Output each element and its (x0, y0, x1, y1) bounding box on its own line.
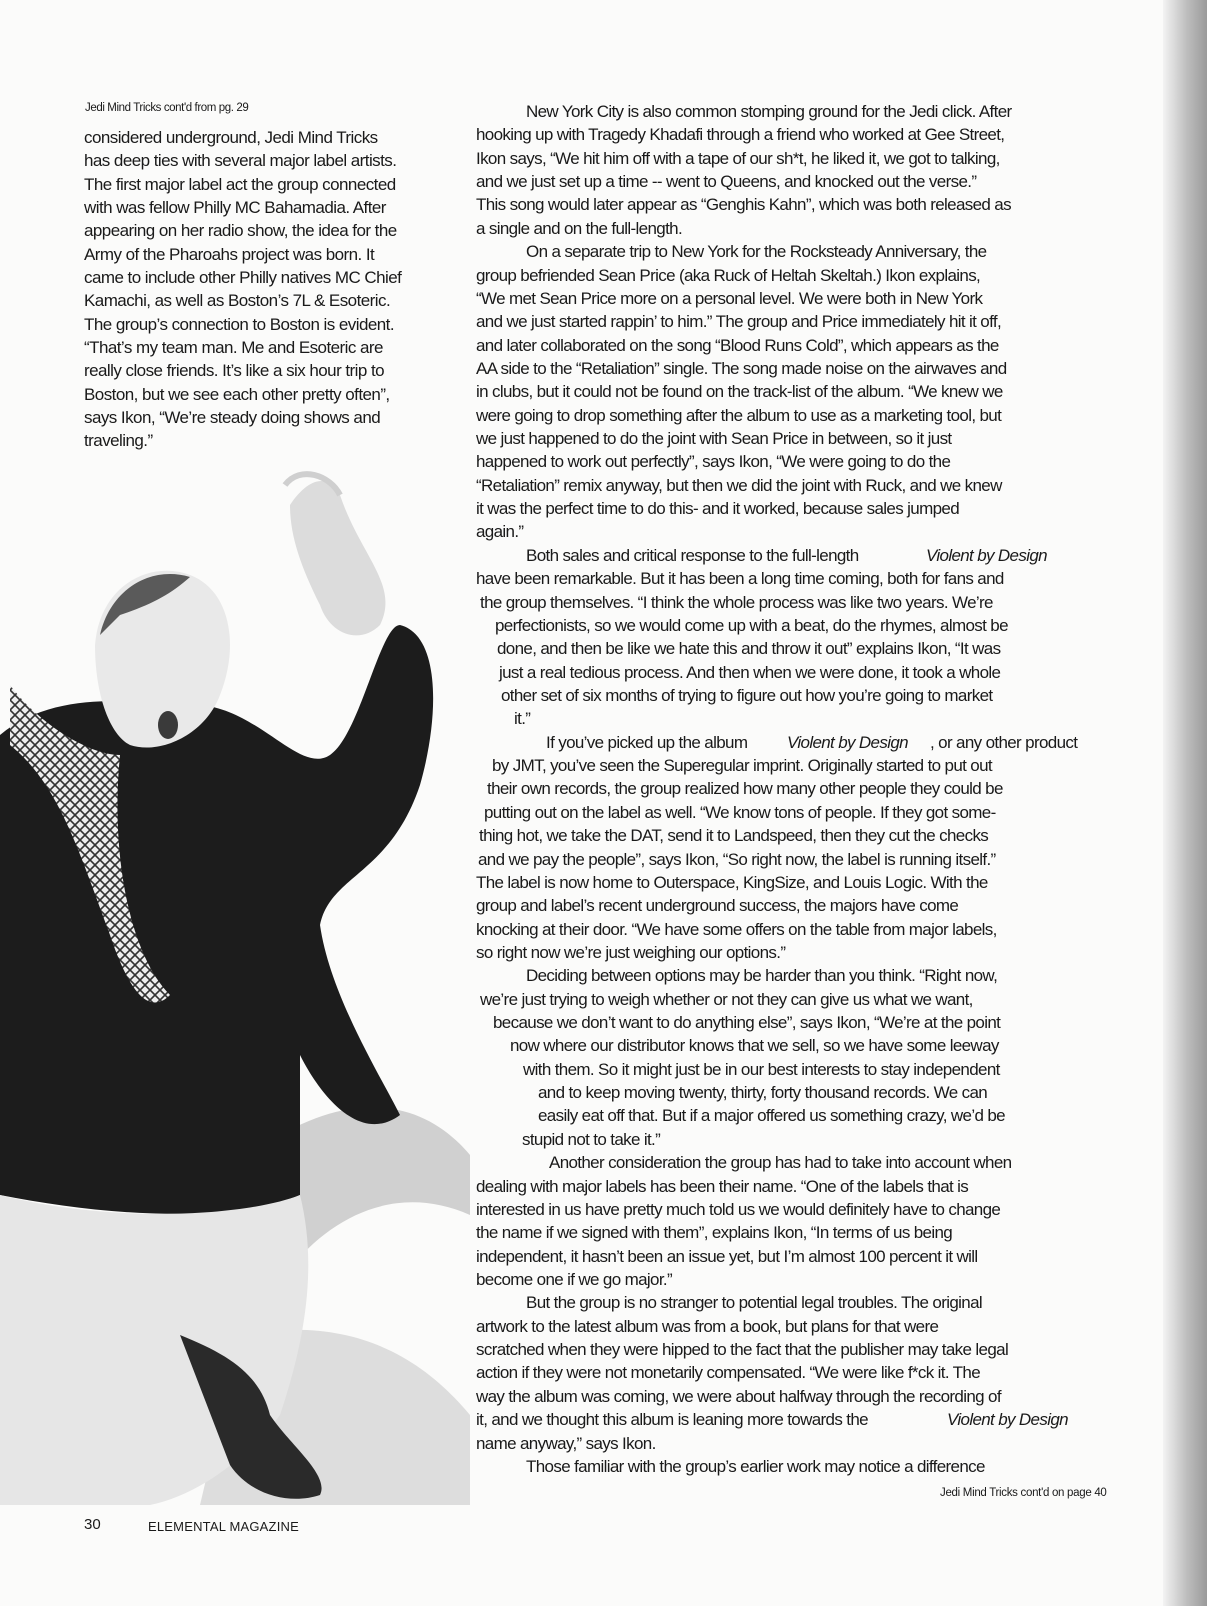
text-line: with was fellow Philly MC Bahamadia. After (84, 198, 386, 218)
text-line: “That’s my team man. Me and Esoteric are (84, 338, 383, 358)
text-line: On a separate trip to New York for the Rocksteady Anniversary, the (526, 242, 987, 262)
left-column-text (84, 126, 444, 453)
text-line: traveling.” (84, 431, 153, 451)
text-line: New York City is also common stomping ground for the Jedi click. After (526, 102, 1012, 121)
text-line: so right now we’re just weighing our options.” (476, 942, 786, 962)
text-line: interested in us have pretty much told us we would definitely have to change (476, 1199, 1001, 1219)
text-line: and later collaborated on the song “Blood Runs Cold”, which appears as the (476, 335, 999, 355)
text-line: done, and then be like we hate this and throw it out” explains Ikon, “It was (497, 639, 1001, 659)
text-line: the group themselves. “I think the whole process was like two years. We’re (480, 592, 993, 612)
text-line: easily eat off that. But if a major offered us something crazy, we’d be (538, 1106, 1005, 1126)
text-line: thing hot, we take the DAT, send it to Landspeed, then they cut the checks (479, 826, 989, 846)
text-line: have been remarkable. But it has been a long time coming, both for fans and (476, 569, 1004, 589)
text-line: name anyway,” says Ikon. (476, 1433, 656, 1453)
page-edge-shadow (1163, 0, 1207, 1606)
text-line: This song would later appear as “Genghis Kahn”, which was both released as (476, 195, 1011, 215)
continued-on-label: Jedi Mind Tricks cont'd on page 40 (940, 1487, 1107, 1499)
continued-from-label: Jedi Mind Tricks cont'd from pg. 29 (85, 102, 249, 114)
text-line: independent, it hasn’t been an issue yet, but I’m almost 100 percent it will (476, 1246, 978, 1266)
text-line: scratched when they were hipped to the fact that the publisher may take legal (476, 1340, 1009, 1360)
text-line: came to include other Philly natives MC Chief (84, 268, 402, 288)
text-line: by JMT, you’ve seen the Superegular imprint. Originally started to put out (492, 756, 992, 776)
text-line: and we pay the people”, says Ikon, “So right now, the label is running itself.” (478, 849, 996, 869)
text-line: hooking up with Tragedy Khadafi through a friend who worked at Gee Street, (476, 125, 1005, 145)
artist-photo (0, 455, 480, 1505)
text-line: Both sales and critical response to the full-length (526, 545, 859, 565)
text-line: happened to work out perfectly”, says Ikon, “We were going to do the (476, 452, 951, 472)
text-line: and we just started rappin’ to him.” The group and Price immediately hit it off, (476, 312, 1002, 332)
text-line: it was the perfect time to do this- and it worked, because sales jumped (476, 499, 960, 519)
text-line: Deciding between options may be harder than you think. “Right now, (526, 966, 998, 986)
text-line: Those familiar with the group’s earlier work may notice a difference (526, 1456, 985, 1476)
text-line: considered underground, Jedi Mind Tricks (84, 128, 378, 147)
text-line: stupid not to take it.” (522, 1129, 661, 1149)
text-line: action if they were not monetarily compensated. “We were like f*ck it. The (476, 1363, 981, 1383)
text-line: has deep ties with several major label artists. (84, 151, 397, 171)
text-line: become one if we go major.” (476, 1270, 673, 1289)
text-line: other set of six months of trying to figure out how you’re going to market (501, 686, 993, 705)
text-line: a single and on the full-length. (476, 218, 683, 238)
text-line: says Ikon, “We’re steady doing shows and (84, 408, 381, 428)
text-line: dealing with major labels has been their name. “One of the labels that is (476, 1176, 969, 1196)
text-line: we’re just trying to weigh whether or not they can give us what we want, (480, 989, 973, 1009)
album-title: Violent by Design (947, 1410, 1068, 1430)
text-line: we just happened to do the joint with Sean Price in between, so it just (476, 429, 952, 449)
text-line: Another consideration the group has had to take into account when (549, 1153, 1012, 1173)
text-line: “Retaliation” remix anyway, but then we did the joint with Ruck, and we knew (476, 475, 1002, 495)
text-line: Army of the Pharoahs project was born. It (84, 244, 375, 264)
text-line: really close friends. It’s like a six hour trip to (84, 361, 385, 381)
text-line: because we don’t want to do anything else”, says Ikon, “We’re at the point (493, 1013, 1001, 1033)
text-line: Ikon says, “We hit him off with a tape of our sh*t, he liked it, we got to talking, (476, 148, 1000, 168)
magazine-name: ELEMENTAL MAGAZINE (148, 1519, 299, 1534)
text-line: Boston, but we see each other pretty often”, (84, 384, 390, 404)
text-line: it, and we thought this album is leaning more towards the (476, 1410, 868, 1430)
text-line: knocking at their door. “We have some offers on the table from major labels, (476, 919, 997, 939)
page-number: 30 (84, 1516, 101, 1533)
text-line: and to keep moving twenty, thirty, forty thousand records. We can (538, 1083, 988, 1103)
text-line: now where our distributor knows that we sell, so we have some leeway (510, 1036, 999, 1056)
text-line: way the album was coming, we were about halfway through the recording of (476, 1386, 1001, 1406)
text-line: Kamachi, as well as Boston’s 7L & Esoteric. (84, 291, 391, 311)
text-line: with them. So it might just be in our best interests to stay independent (523, 1059, 1000, 1079)
text-line: their own records, the group realized how many other people they could be (487, 779, 1003, 799)
text-line: just a real tedious process. And then when we were done, it took a whole (499, 662, 1001, 682)
text-line: The first major label act the group connected (84, 174, 396, 194)
text-line: in clubs, but it could not be found on the track-list of the album. “We knew we (476, 382, 1003, 402)
text-line: again.” (476, 522, 524, 542)
text-line: it.” (514, 709, 531, 729)
text-line: The group’s connection to Boston is evident. (84, 314, 395, 334)
album-title: Violent by Design (926, 545, 1047, 565)
text-line: group and label’s recent underground success, the majors have come (476, 896, 959, 916)
text-line: AA side to the “Retaliation” single. The song made noise on the airwaves and (476, 358, 1007, 378)
text-line: The label is now home to Outerspace, KingSize, and Louis Logic. With the (476, 872, 988, 892)
text-line: But the group is no stranger to potential legal troubles. The original (526, 1293, 983, 1313)
text-line: perfectionists, so we would come up with a beat, do the rhymes, almost be (495, 615, 1008, 635)
text-line: were going to drop something after the album to use as a marketing tool, but (476, 405, 1002, 425)
text-line: and we just set up a time -- went to Queens, and knocked out the verse.” (476, 172, 977, 192)
text-line: , or any other product (930, 732, 1078, 752)
text-line: artwork to the latest album was from a book, but plans for that were (476, 1316, 939, 1336)
text-line: “We met Sean Price more on a personal level. We were both in New York (476, 288, 983, 308)
text-line: If you’ve picked up the album (546, 732, 748, 752)
text-line: appearing on her radio show, the idea for the (84, 221, 397, 241)
text-line: the name if we signed with them”, explains Ikon, “In terms of us being (476, 1223, 953, 1243)
text-line: group befriended Sean Price (aka Ruck of Heltah Skeltah.) Ikon explains, (476, 265, 981, 285)
album-title: Violent by Design (787, 732, 908, 752)
text-line: putting out on the label as well. “We know tons of people. If they got some- (484, 802, 996, 822)
